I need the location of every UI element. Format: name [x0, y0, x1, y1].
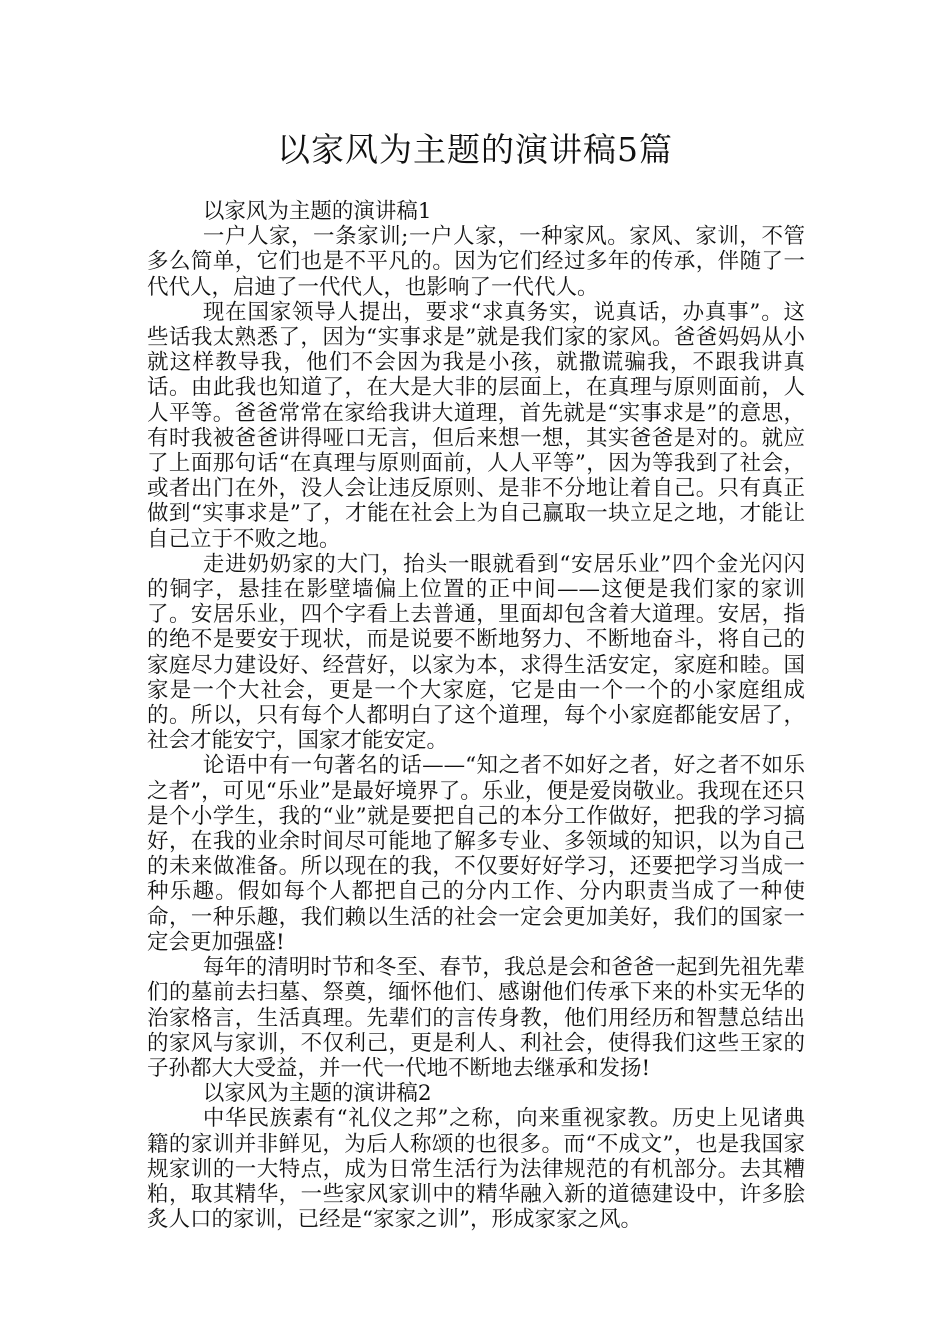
paragraph: 现在国家领导人提出，要求“求真务实，说真话，办真事”。这些话我太熟悉了，因为“实事求是”就是我们家的家风。爸爸妈妈从小就这样教导我，他们不会因为我是小孩，就撒谎骗我，不跟我讲真话。由此我也知道了，在大是大非的层面上，在真理与原则面前，人人平等。爸爸常常在家给我讲大道理，首先就是“实事求是”的意思，有时我被爸爸讲得哑口无言，但后来想一想，其实爸爸是对的。就应了上面那句话“在真理与原则面前，人人平等”，因为等我到了社会，或者出门在外，没人会让违反原则、是非不分地让着自己。只有真正做到“实事求是”了，才能在社会上为自己赢取一块立足之地，才能让自己立于不败之地。	[147, 299, 805, 552]
document-body	[147, 199, 805, 1232]
section-heading: 以家风为主题的演讲稿1	[202, 199, 432, 224]
paragraph: 一户人家，一条家训;一户人家，一种家风。家风、家训，不管多么简单，它们也是不平凡的。因为它们经过多年的传承，伴随了一代代人，启迪了一代代人，也影响了一代代人。	[147, 224, 805, 300]
paragraph: 每年的清明时节和冬至、春节，我总是会和爸爸一起到先祖先辈们的墓前去扫墓、祭奠，缅怀他们、感谢他们传承下来的朴实无华的治家格言，生活真理。先辈们的言传身教，他们用经历和智慧总结出的家风与家训，不仅利己，更是利人、利社会，使得我们这些王家的子孙都大大受益，并一代一代地不断地去继承和发扬!	[147, 955, 805, 1081]
section-heading: 以家风为主题的演讲稿2	[202, 1081, 432, 1107]
paragraph: 走进奶奶家的大门，抬头一眼就看到“安居乐业”四个金光闪闪的铜字，悬挂在影壁墙偏上位置的正中间——这便是我们家的家训了。安居乐业，四个字看上去普通，里面却包含着大道理。安居，指的绝不是要安于现状，而是说要不断地努力、不断地奋斗，将自己的家庭尽力建设好、经营好，以家为本，求得生活安定，家庭和睦。国家是一个大社会，更是一个大家庭，它是由一个一个的小家庭组成的。所以，只有每个人都明白了这个道理，每个小家庭都能安居了，社会才能安宁，国家才能安定。	[147, 551, 805, 754]
paragraph: 论语中有一句著名的话——“知之者不如好之者，好之者不如乐之者”，可见“乐业”是最好境界了。乐业，便是爱岗敬业。我现在还只是个小学生，我的“业”就是要把自己的本分工作做好，把我的学习搞好，在我的业余时间尽可能地了解多专业、多领域的知识，以为自己的未来做准备。所以现在的我，不仅要好好学习，还要把学习当成一种乐趣。假如每个人都把自己的分内工作、分内职责当成了一种使命，一种乐趣，我们赖以生活的社会一定会更加美好，我们的国家一定会更加强盛!	[147, 753, 805, 955]
paragraph: 中华民族素有“礼仪之邦”之称，向来重视家教。历史上见诸典籍的家训并非鲜见，为后人称颂的也很多。而“不成文”，也是我国家规家训的一大特点，成为日常生活行为法律规范的有机部分。去其糟粕，取其精华，一些家风家训中的精华融入新的道德建设中，许多脍炙人口的家训，已经是“家家之训”，形成家家之风。	[147, 1106, 805, 1233]
document-title: 以家风为主题的演讲稿5篇	[277, 130, 673, 169]
